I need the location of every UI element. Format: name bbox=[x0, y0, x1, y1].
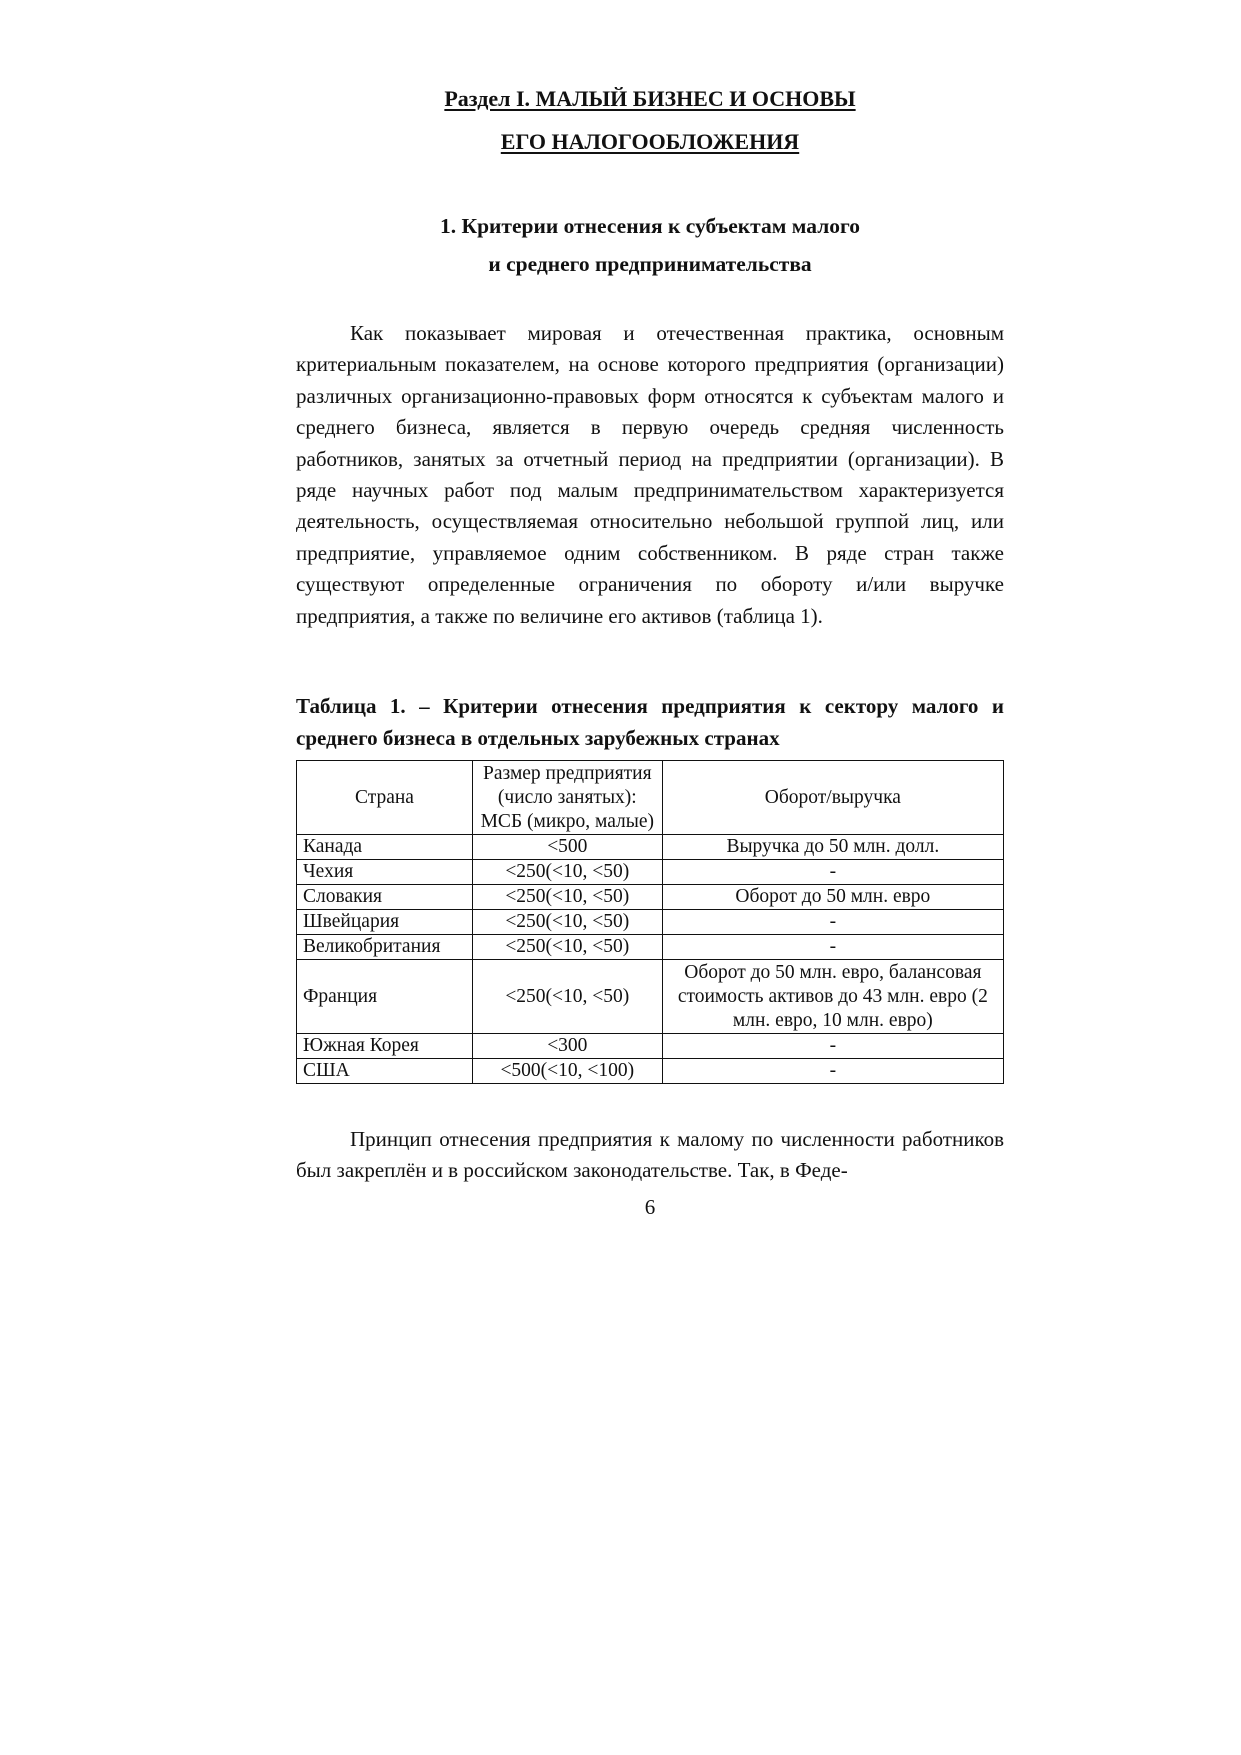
header-country: Страна bbox=[297, 761, 473, 835]
cell-country: Чехия bbox=[297, 860, 473, 885]
cell-turnover: - bbox=[662, 910, 1003, 935]
chapter-title-line-1: 1. Критерии отнесения к субъектам малого bbox=[440, 214, 860, 238]
page-number: 6 bbox=[644, 1195, 656, 1219]
cell-turnover: Оборот до 50 млн. евро, балансовая стоимость активов до 43 млн. евро (2 млн. евро, 10 млн. евро) bbox=[662, 960, 1003, 1034]
cell-turnover: - bbox=[662, 1059, 1003, 1084]
table-row bbox=[297, 885, 1004, 910]
table-row bbox=[297, 910, 1004, 935]
cell-size: <250(<10, <50) bbox=[472, 860, 662, 885]
cell-turnover: - bbox=[662, 935, 1003, 960]
cell-turnover: - bbox=[662, 860, 1003, 885]
table-row bbox=[297, 860, 1004, 885]
section-title-line-1: Раздел I. МАЛЫЙ БИЗНЕС И ОСНОВЫ bbox=[444, 86, 856, 111]
cell-size: <500(<10, <100) bbox=[472, 1059, 662, 1084]
table-header-row bbox=[297, 761, 1004, 835]
cell-size: <250(<10, <50) bbox=[472, 910, 662, 935]
chapter-title-line-2: и среднего предпринимательства bbox=[488, 252, 812, 276]
body-paragraph-2: Принцип отнесения предприятия к малому по численности работников был закреплён и в российском законодательстве. Так, в Феде- bbox=[296, 1127, 1004, 1183]
criteria-table bbox=[296, 760, 1004, 1084]
table-row bbox=[297, 1034, 1004, 1059]
table-row bbox=[297, 960, 1004, 1034]
cell-turnover: Оборот до 50 млн. евро bbox=[662, 885, 1003, 910]
cell-country: США bbox=[297, 1059, 473, 1084]
body-paragraph-1: Как показывает мировая и отечественная практика, основным критериальным показателем, на основе которого предприятия (организации) различных организационно-правовых форм относятся к субъектам малого и среднего бизнеса, является в первую очередь средняя численность работников, занятых за отчетный период на предприятии (организации). В ряде научных работ под малым предпринимательством характеризуется деятельность, осуществляемая относительно небольшой группой лиц, или предприятие, управляемое одним собственником. В ряде стран также существуют определенные ограничения по обороту и/или выручке предприятия, а также по величине его активов (таблица 1). bbox=[296, 321, 1004, 628]
cell-turnover: - bbox=[662, 1034, 1003, 1059]
cell-country: Великобритания bbox=[297, 935, 473, 960]
cell-turnover: Выручка до 50 млн. долл. bbox=[662, 835, 1003, 860]
table-row bbox=[297, 1059, 1004, 1084]
cell-country: Франция bbox=[297, 960, 473, 1034]
table-caption: Таблица 1. – Критерии отнесения предприятия к сектору малого и среднего бизнеса в отдельных зарубежных странах bbox=[296, 694, 1004, 750]
header-size: Размер предприятия (число занятых): МСБ (микро, малые) bbox=[472, 761, 662, 835]
cell-size: <500 bbox=[472, 835, 662, 860]
cell-country: Швейцария bbox=[297, 910, 473, 935]
cell-country: Словакия bbox=[297, 885, 473, 910]
section-title-line-2: ЕГО НАЛОГООБЛОЖЕНИЯ bbox=[500, 129, 800, 154]
cell-size: <250(<10, <50) bbox=[472, 960, 662, 1034]
cell-size: <250(<10, <50) bbox=[472, 885, 662, 910]
cell-country: Канада bbox=[297, 835, 473, 860]
cell-size: <250(<10, <50) bbox=[472, 935, 662, 960]
cell-country: Южная Корея bbox=[297, 1034, 473, 1059]
table-row bbox=[297, 835, 1004, 860]
cell-size: <300 bbox=[472, 1034, 662, 1059]
header-turnover: Оборот/выручка bbox=[662, 761, 1003, 835]
table-row bbox=[297, 935, 1004, 960]
